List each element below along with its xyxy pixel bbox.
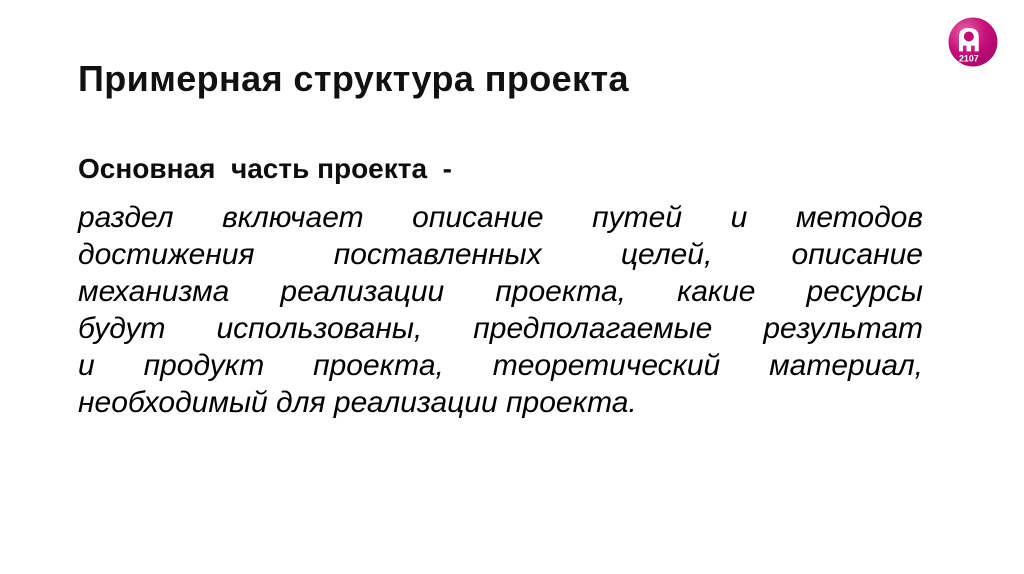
body-line: механизма реализации проекта, какие ресурсы xyxy=(78,275,923,308)
body-line: будут использованы, предполагаемые результат xyxy=(78,312,923,345)
body-paragraph xyxy=(78,199,923,421)
body-line: необходимый для реализации проекта. xyxy=(78,386,637,419)
slide-content xyxy=(78,58,923,421)
logo-dot-icon xyxy=(964,31,974,41)
school-2107-logo xyxy=(948,17,998,67)
body-line: достижения поставленных целей, описание xyxy=(78,238,923,271)
logo-number: 2107 xyxy=(958,53,979,64)
body-line: раздел включает описание путей и методов xyxy=(78,201,923,234)
page-title: Примерная структура проекта xyxy=(78,58,629,99)
section-subtitle: Основная часть проекта - xyxy=(78,153,452,184)
school-2107-logo-icon xyxy=(948,17,998,67)
body-line: и продукт проекта, теоретический материал, xyxy=(78,349,923,382)
